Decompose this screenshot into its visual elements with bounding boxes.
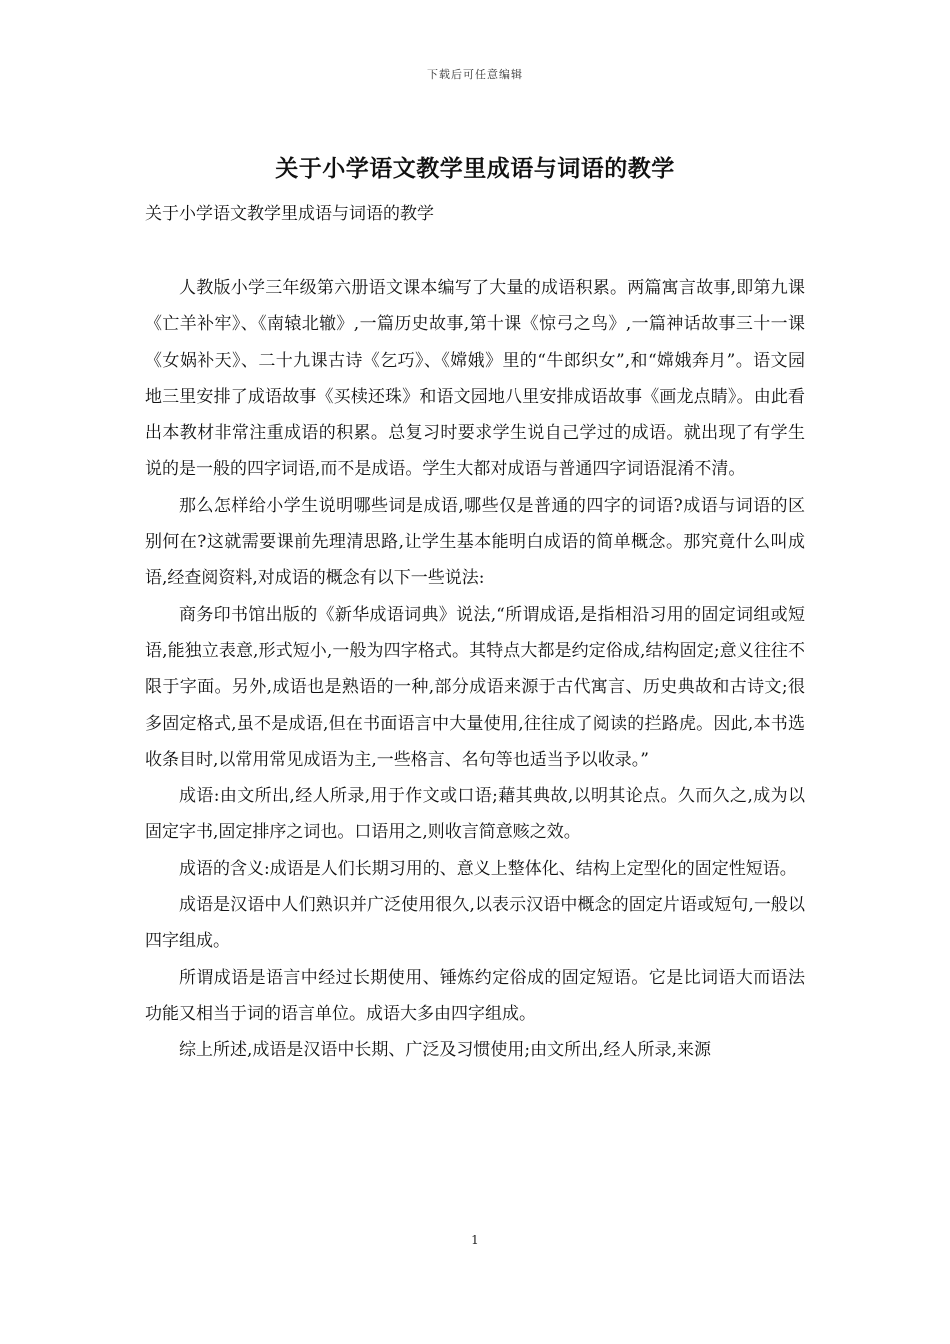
body-paragraph: 商务印书馆出版的《新华成语词典》说法,“所谓成语,是指相沿习用的固定词组或短语,能独立表意,形式短小,一般为四字格式。其特点大都是约定俗成,结构固定;意义往往不限于字面。另外,成语也是熟语的一种,部分成语来源于古代寓言、历史典故和古诗文;很多固定格式,虽不是成语,但在书面语言中大量使用,往往成了阅读的拦路虎。因此,本书选收条目时,以常用常见成语为主,一些格言、名句等也适当予以收录。”	[145, 604, 805, 770]
page-number: 1	[471, 1233, 479, 1247]
body-paragraph: 成语是汉语中人们熟识并广泛使用很久,以表示汉语中概念的固定片语或短句,一般以四字组成。	[145, 895, 805, 952]
body-paragraph: 成语:由文所出,经人所录,用于作文或口语;藉其典故,以明其论点。久而久之,成为以固定字书,固定排序之词也。口语用之,则收言简意赅之效。	[145, 786, 805, 843]
document-body	[145, 270, 805, 1069]
body-paragraph: 成语的含义:成语是人们长期习用的、意义上整体化、结构上定型化的固定性短语。	[179, 858, 797, 879]
document-title: 关于小学语文教学里成语与词语的教学	[275, 155, 675, 182]
body-paragraph: 人教版小学三年级第六册语文课本编写了大量的成语积累。两篇寓言故事,即第九课《亡羊补牢》、《南辕北辙》,一篇历史故事,第十课《惊弓之鸟》,一篇神话故事三十一课《女娲补天》、二十九课古诗《乞巧》、《嫦娥》里的“牛郎织女”,和“嫦娥奔月”。语文园地三里安排了成语故事《买椟还珠》和语文园地八里安排成语故事《画龙点睛》。由此看出本教材非常注重成语的积累。总复习时要求学生说自己学过的成语。就出现了有学生说的是一般的四字词语,而不是成语。学生大都对成语与普通四字词语混淆不清。	[145, 278, 805, 480]
page-header-note: 下载后可任意编辑	[427, 68, 523, 81]
body-paragraph: 综上所述,成语是汉语中长期、广泛及习惯使用;由文所出,经人所录,来源	[179, 1040, 711, 1061]
document-subtitle: 关于小学语文教学里成语与词语的教学	[145, 204, 434, 224]
body-paragraph: 所谓成语是语言中经过长期使用、锤炼约定俗成的固定短语。它是比词语大而语法功能又相当于词的语言单位。成语大多由四字组成。	[145, 967, 805, 1024]
body-paragraph: 那么怎样给小学生说明哪些词是成语,哪些仅是普通的四字的词语?成语与词语的区别何在?这就需要课前先理清思路,让学生基本能明白成语的简单概念。那究竟什么叫成语,经查阅资料,对成语的概念有以下一些说法:	[145, 495, 805, 589]
